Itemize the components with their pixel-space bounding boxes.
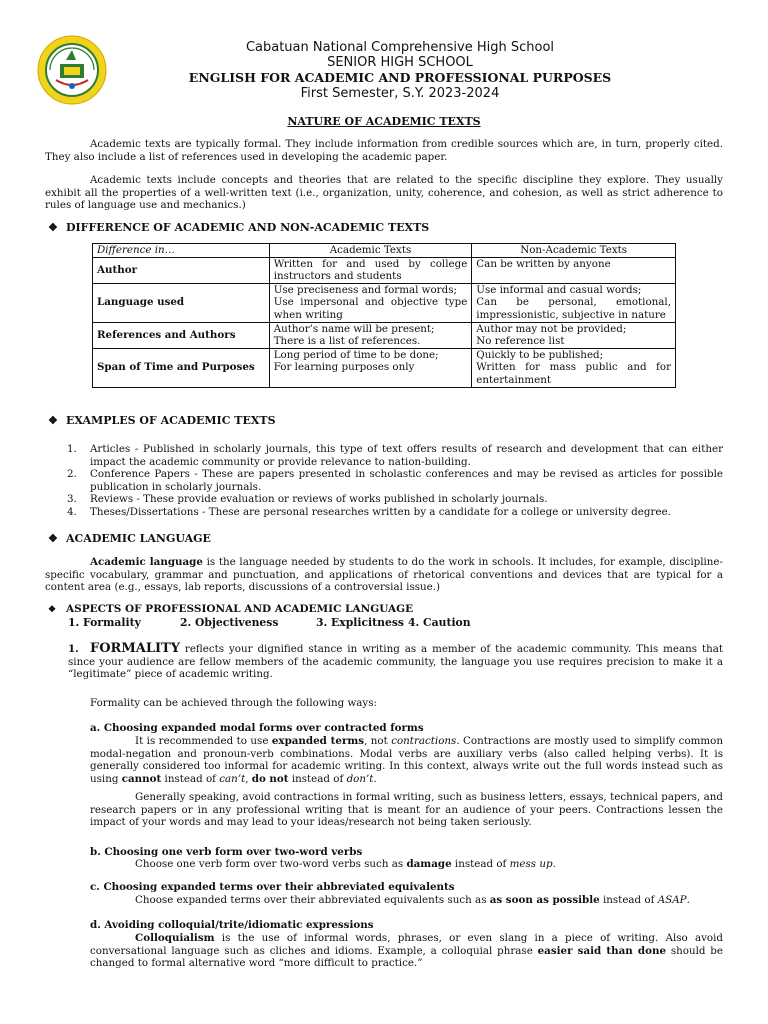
diamond-bullet-icon: ❖ xyxy=(48,221,58,234)
page-title: NATURE OF ACADEMIC TEXTS xyxy=(287,115,481,128)
subsection-a-paragraph-1: It is recommended to use expanded terms, not contractions. Contractions are mostly used to simplify common modal-negation and pronoun-verb combinations. Modal verbs are auxiliary verbs (also called helping verbs). It is generally considered too informal for academic writing. In this context, always write out the full words instead such as using cannot instead of can’t, do not instead of don’t. xyxy=(90,735,723,785)
list-item: 2. Conference Papers - These are papers presented in scholastic conferences and may be revised as articles for possible publication in scholarly journals. xyxy=(67,468,723,493)
comparison-table xyxy=(92,243,676,388)
list-item: 1. Articles - Published in scholarly journals, this type of text offers results of research and development that can either impact the academic community or provide relevance to nation-building. xyxy=(67,443,723,468)
section-heading-aspects: ❖ ASPECTS OF PROFESSIONAL AND ACADEMIC LANGUAGE xyxy=(48,603,414,615)
row-label: Span of Time and Purposes xyxy=(93,348,270,387)
subsection-c-paragraph: Choose expanded terms over their abbreviated equivalents such as as soon as possible instead of ASAP. xyxy=(135,894,690,906)
examples-list xyxy=(45,443,723,519)
subsection-d-paragraph: Colloquialism is the use of informal words, phrases, or even slang in a piece of writing. Also avoid conversational language such as cliches and idioms. Example, a colloquial phrase easier said than done should be changed to formal alternative word “more difficult to practice.” xyxy=(90,932,723,970)
table-row xyxy=(93,257,676,283)
list-item: 3. Reviews - These provide evaluation or reviews of works published in scholarly journals. xyxy=(67,493,548,506)
intro-paragraph-1: Academic texts are typically formal. They include information from credible sources which are, in turn, properly cited. They also include a list of references used in developing the academic paper. xyxy=(45,138,723,163)
nonacademic-cell: Author may not be provided; No reference list xyxy=(472,322,676,348)
school-name: Cabatuan National Comprehensive High School xyxy=(245,40,555,55)
term: First Semester, S.Y. 2023-2024 xyxy=(300,86,500,101)
nonacademic-cell: Can be written by anyone xyxy=(472,257,676,283)
school-level: SENIOR HIGH SCHOOL xyxy=(327,55,473,70)
diamond-bullet-icon: ❖ xyxy=(48,605,57,615)
aspect-item: 4. Caution xyxy=(408,616,471,629)
academic-cell: Long period of time to be done; For learning purposes only xyxy=(269,348,472,387)
section-heading-academic-language: ❖ ACADEMIC LANGUAGE xyxy=(48,532,211,545)
table-header: Non-Academic Texts xyxy=(472,244,676,258)
intro-paragraph-2: Academic texts include concepts and theories that are related to the specific discipline they explore. They usually exhibit all the properties of a well-written text (i.e., organization, unity, coherence, and cohesion, as well as strict adherence to rules of language use and mechanics.) xyxy=(45,174,723,212)
school-seal-icon xyxy=(36,34,108,106)
row-label: Author xyxy=(93,257,270,283)
nonacademic-cell: Quickly to be published; Written for mass public and for entertainment xyxy=(472,348,676,387)
subsection-heading-a: a. Choosing expanded modal forms over contracted forms xyxy=(90,722,424,734)
table-header-row xyxy=(93,244,676,258)
diamond-bullet-icon: ❖ xyxy=(48,532,58,545)
aspects-list xyxy=(68,617,471,630)
subsection-b-paragraph: Choose one verb form over two-word verbs such as damage instead of mess up. xyxy=(135,858,556,870)
row-label: Language used xyxy=(93,283,270,322)
academic-language-paragraph: Academic language is the language needed by students to do the work in schools. It includes, for example, discipline-specific vocabulary, grammar and punctuation, and applications of rhetorical conventions and devices that are typical for a content area (e.g., essays, lab reports, discussions of a controversial issue.) xyxy=(45,556,723,594)
formality-paragraph: 1. FORMALITY reflects your dignified stance in writing as a member of the academic community. This means that since your audience are fellow members of the academic community, the language you use requires precision to make it a “legitimate” piece of academic writing. xyxy=(68,641,723,681)
aspect-item: 1. Formality xyxy=(68,616,141,629)
aspect-item: 2. Objectiveness xyxy=(180,616,279,629)
academic-cell: Author’s name will be present; There is a list of references. xyxy=(269,322,472,348)
table-row xyxy=(93,283,676,322)
academic-cell: Use preciseness and formal words; Use impersonal and objective type when writing xyxy=(269,283,472,322)
academic-cell: Written for and used by college instructors and students xyxy=(269,257,472,283)
section-heading-examples: ❖ EXAMPLES OF ACADEMIC TEXTS xyxy=(48,414,276,427)
aspect-item: 3. Explicitness xyxy=(316,616,404,629)
diamond-bullet-icon: ❖ xyxy=(48,414,58,427)
section-heading-difference: ❖ DIFFERENCE OF ACADEMIC AND NON-ACADEMIC TEXTS xyxy=(48,221,430,234)
table-row xyxy=(93,348,676,387)
nonacademic-cell: Use informal and casual words; Can be personal, emotional, impressionistic, subjective in nature xyxy=(472,283,676,322)
course-title: ENGLISH FOR ACADEMIC AND PROFESSIONAL PURPOSES xyxy=(188,70,612,85)
subsection-a-paragraph-2: Generally speaking, avoid contractions in formal writing, such as business letters, essays, technical papers, and research papers or in any professional writing that is meant for an audience of your peers. Contractions lessen the impact of your words and may lead to your ideas/research not being taken seriously. xyxy=(90,791,723,829)
subsection-heading-b: b. Choosing one verb form over two-word verbs xyxy=(90,846,363,858)
subsection-heading-d: d. Avoiding colloquial/trite/idiomatic expressions xyxy=(90,919,374,931)
list-item: 4. Theses/Dissertations - These are personal researches written by a candidate for a college or university degree. xyxy=(67,505,671,518)
formality-ways: Formality can be achieved through the following ways: xyxy=(90,697,377,709)
table-header: Difference in… xyxy=(93,244,270,258)
row-label: References and Authors xyxy=(93,322,270,348)
table-header: Academic Texts xyxy=(269,244,472,258)
table-row xyxy=(93,322,676,348)
subsection-heading-c: c. Choosing expanded terms over their abbreviated equivalents xyxy=(90,881,455,893)
